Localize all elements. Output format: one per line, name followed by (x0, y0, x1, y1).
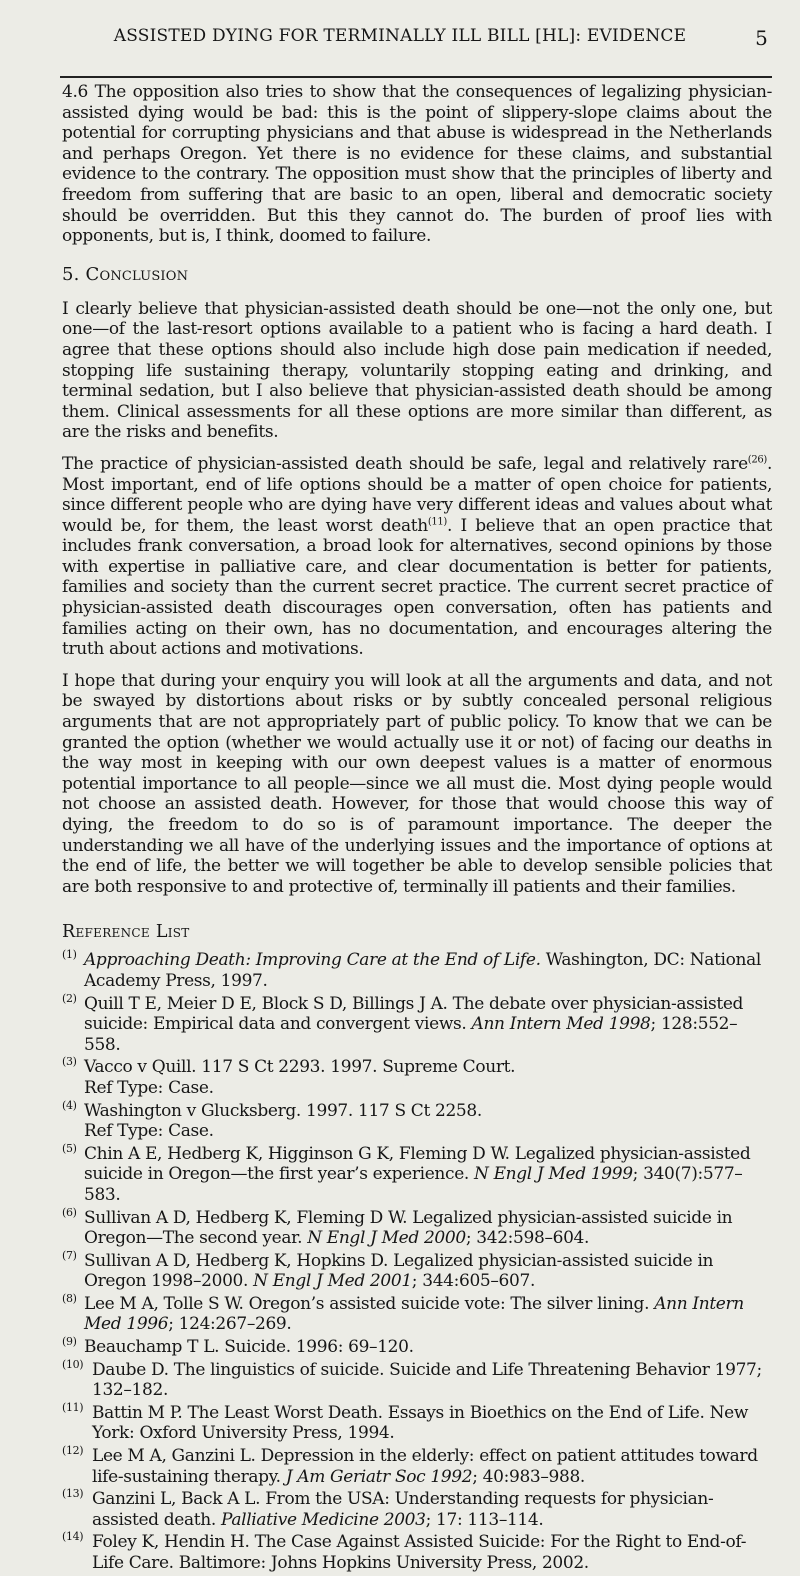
reference-item (62, 1446, 772, 1487)
reference-text-end: ; 40:983–988. (472, 1466, 585, 1487)
reference-italic: N Engl J Med 1999 (474, 1164, 633, 1185)
reference-italic: N Engl J Med 2000 (307, 1228, 466, 1249)
reference-text: Foley K, Hendin H. The Case Against Assisted Suicide: For the Right to End-of-Life Care. Baltimore: Johns Hopkins University Press, 2002. (92, 1532, 747, 1573)
reference-text-end: ; 124:267–269. (168, 1314, 292, 1335)
page-number: 5 (755, 26, 768, 50)
reference-item (62, 991, 772, 1056)
reference-text: Lee M A, Tolle S W. Oregon’s assisted suicide vote: The silver lining. (84, 1293, 655, 1314)
reference-item (62, 1357, 772, 1401)
reference-number: (14) (62, 1530, 84, 1544)
reference-number: (3) (62, 1055, 77, 1069)
reference-text-end: ; 340(7):577–583. (84, 1164, 743, 1205)
reference-type: Ref Type: Case. (84, 1077, 214, 1098)
running-title: ASSISTED DYING FOR TERMINALLY ILL BILL [HL]: EVIDENCE (113, 26, 687, 46)
reference-text: Washington v Glucksberg. 1997. 117 S Ct 2258. (84, 1100, 482, 1121)
reference-italic: Palliative Medicine 2003 (221, 1509, 426, 1530)
reference-item (62, 1205, 772, 1249)
reference-number: (8) (62, 1291, 77, 1305)
reference-number: (11) (62, 1400, 84, 1414)
reference-item (62, 1532, 772, 1573)
reference-text: Ganzini L, Back A L. From the USA: Understanding requests for physician-assisted death. (92, 1489, 714, 1530)
reference-list (62, 950, 772, 1573)
reference-text-end: ; 128:552–558. (84, 1014, 738, 1055)
reference-number: (4) (62, 1098, 77, 1112)
reference-italic: N Engl J Med 2001 (253, 1271, 412, 1292)
reference-item (62, 1291, 772, 1335)
reference-text-end: ; 344:605–607. (411, 1271, 536, 1292)
reference-number: (7) (62, 1248, 77, 1262)
conclusion-title: Conclusion (85, 263, 189, 285)
reference-number: (1) (62, 948, 77, 962)
citation-11[interactable]: (11) (427, 516, 447, 528)
reference-text: Daube D. The linguistics of suicide. Suicide and Life Threatening Behavior 1977; 132–182. (92, 1359, 762, 1401)
reference-number: (13) (62, 1487, 84, 1501)
reference-text: Battin M P. The Least Worst Death. Essays in Bioethics on the End of Life. New York: Oxford University Press, 1994. (92, 1402, 749, 1444)
document-body (62, 82, 772, 1576)
reference-item (62, 1337, 772, 1358)
conclusion-number: 5. (62, 263, 80, 285)
reference-item (62, 1489, 772, 1530)
reference-text: Sullivan A D, Hedberg K, Hopkins D. Legalized physician-assisted suicide in Oregon 1998–2000. (84, 1250, 714, 1292)
conclusion-paragraph-2-part-b: . Most important, end of life options should be a matter of open choice for patients, since different people who are dying have very different ideas and values about what would be, for them, the least worst death (62, 453, 772, 536)
reference-item (62, 1057, 772, 1098)
conclusion-paragraph-2-part-a: The practice of physician-assisted death should be safe, legal and relatively rare (62, 453, 748, 474)
reference-number: (12) (62, 1444, 84, 1458)
citation-26[interactable]: (26) (747, 454, 767, 466)
reference-number: (5) (62, 1141, 77, 1155)
reference-text: Lee M A, Ganzini L. Depression in the elderly: effect on patient attitudes toward life-sustaining therapy. (92, 1446, 758, 1487)
reference-text: Sullivan A D, Hedberg K, Fleming D W. Legalized physician-assisted suicide in Oregon—The second year. (84, 1207, 733, 1249)
reference-number: (10) (62, 1357, 84, 1371)
reference-number: (9) (62, 1335, 77, 1349)
conclusion-paragraph-2 (62, 454, 772, 660)
reference-number: (6) (62, 1205, 77, 1219)
reference-item (62, 950, 772, 991)
running-header (0, 26, 800, 50)
reference-item (62, 1141, 772, 1206)
reference-text-end: ; 17: 113–114. (425, 1509, 544, 1530)
reference-italic: Ann Intern Med 1998 (471, 1014, 651, 1035)
reference-list-heading: Reference List (62, 922, 190, 943)
conclusion-paragraph-2-part-c: . I believe that an open practice that includes frank conversation, a broad look for alternatives, second opinions by those with expertise in palliative care, and clear documentation is better for patients, families and society than the current secret practice. The current secret practice of physician-assisted death discourages open conversation, often has patients and families acting on their own, has no documentation, and encourages altering the truth about actions and motivations. (62, 515, 772, 660)
reference-text: Chin A E, Hedberg K, Higginson G K, Fleming D W. Legalized physician-assisted suicide in Oregon—the first year’s experience. (84, 1143, 751, 1185)
paragraph-4-6: 4.6 The opposition also tries to show that the consequences of legalizing physician-assisted dying would be bad: this is the point of slippery-slope claims about the potential for corrupting physicians and that abuse is widespread in the Netherlands and perhaps Oregon. Yet there is no evidence for these claims, and substantial evidence to the contrary. The opposition must show that the principles of liberty and freedom from suffering that are basic to an open, liberal and democratic society should be overridden. But this they cannot do. The burden of proof lies with opponents, but is, I think, doomed to failure. (62, 82, 772, 247)
reference-item (62, 1098, 772, 1142)
reference-type: Ref Type: Case. (84, 1121, 214, 1142)
reference-italic: J Am Geriatr Soc 1992 (285, 1466, 473, 1487)
reference-text: Beauchamp T L. Suicide. 1996: 69–120. (84, 1337, 414, 1358)
reference-text: Quill T E, Meier D E, Block S D, Billings J A. The debate over physician-assisted suicide: Empirical data and convergent views. (84, 993, 744, 1035)
reference-text: Vacco v Quill. 117 S Ct 2293. 1997. Supreme Court. (84, 1057, 516, 1078)
header-rule (60, 76, 772, 78)
reference-italic: Approaching Death: Improving Care at the End of Life. (84, 950, 541, 971)
reference-text-end: Washington, DC: National Academy Press, 1997. (84, 950, 761, 991)
reference-item (62, 1400, 772, 1444)
conclusion-heading (62, 264, 772, 285)
conclusion-paragraph-1: I clearly believe that physician-assisted death should be one—not the only one, but one—of the last-resort options available to a patient who is facing a hard death. I agree that these options should also include high dose pain medication if needed, stopping life sustaining therapy, voluntarily stopping eating and drinking, and terminal sedation, but I also believe that physician-assisted death should be among them. Clinical assessments for all these options are more similar than different, as are the risks and benefits. (62, 298, 772, 443)
reference-text-end: ; 342:598–604. (465, 1228, 590, 1249)
reference-italic: Ann Intern Med 1996 (84, 1293, 744, 1335)
reference-item (62, 1248, 772, 1292)
conclusion-paragraph-3: I hope that during your enquiry you will look at all the arguments and data, and not be swayed by distortions about risks or by subtly concealed personal religious arguments that are not appropriately part of public policy. To know that we can be granted the option (whether we would actually use it or not) of facing our deaths in the way most in keeping with our own deepest values is a matter of enormous potential importance to all people—since we all must die. Most dying people would not choose an assisted death. However, for those that would choose this way of dying, the freedom to do so is of paramount importance. The deeper the understanding we all have of the underlying issues and the importance of options at the end of life, the better we will together be able to develop sensible policies that are both responsive to and protective of, terminally ill patients and their families. (62, 670, 772, 897)
reference-number: (2) (62, 991, 77, 1005)
